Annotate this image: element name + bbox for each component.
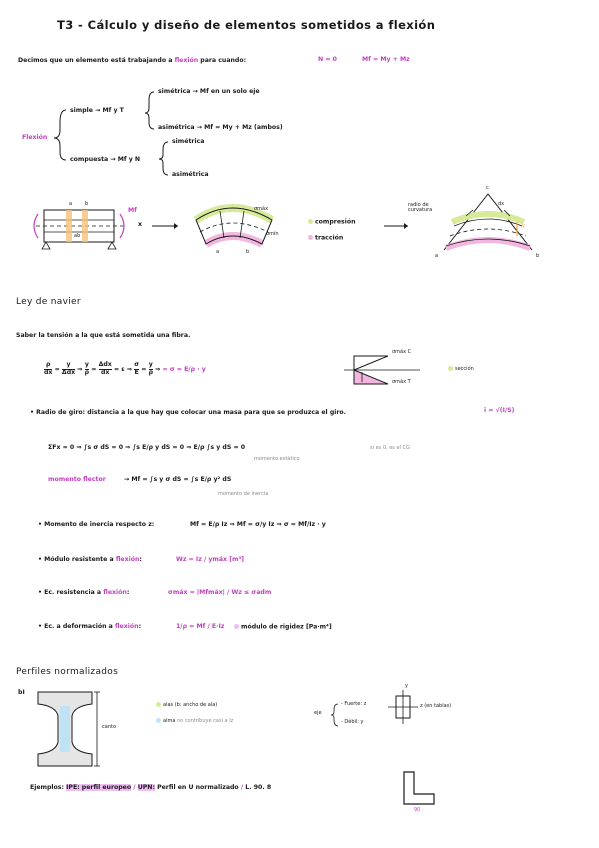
compound-asymmetric: asimétrica [172, 171, 209, 178]
resistance-eq: σmáx = |Mfmáx| / Wz ≤ σadm [168, 589, 272, 596]
bent-label-a: a [216, 249, 220, 255]
moment-label: momento flector [48, 476, 106, 483]
y-axis-label: y [405, 683, 408, 689]
beam-label-b: b [85, 201, 89, 207]
bent-label-b: b [246, 249, 250, 255]
beam-label-mf: Mf [128, 207, 137, 214]
page-title: T3 - Cálculo y diseño de elementos sometidos a flexión [57, 18, 436, 32]
radius-gyration: • Radio de giro: distancia a la que hay que colocar una masa para que se produzca el giro. [30, 409, 347, 416]
examples-line: Ejemplos: IPE: perfil europeo / UPN: Perfil en U normalizado / L. 90. 8 [30, 784, 272, 791]
deformation-line: • Ec. a deformación a flexión: [38, 623, 142, 630]
intro-highlight: flexión [174, 57, 199, 64]
navier-result: = σ = E/ρ · y [162, 366, 206, 373]
simple-symmetric: simétrica → Mf en un solo eje [158, 88, 260, 95]
beam-label-a: a [69, 201, 73, 207]
sigma-max-c: σmáx C [392, 349, 412, 355]
modulus-eq: Wz = Iz / ymáx [m³] [176, 556, 245, 563]
sigma-min-label: σmín [266, 231, 279, 237]
simple-branch: simple → Mf y T [70, 107, 124, 114]
navier-derivation: $\frac{\rho}{dx}$ = $\frac{y}{\text{Δdx}}$ ⇒ $\frac{y}{\rho}$ = $\frac{\text{Δdx}}{dx}$ = ε ⇒ $\frac{\sigma}{E}$ = $\frac{y}{\rho}$ ⇒ = σ = E/ρ · y [44, 361, 206, 376]
canto-label: canto [102, 724, 117, 730]
legend-compression: compresión [308, 219, 356, 226]
compound-symmetric: simétrica [172, 138, 205, 145]
intro-text: Decimos que un elemento está trabajando a [18, 57, 173, 64]
inertia-note: momento de inercia [218, 491, 269, 497]
beam-label-x: x [138, 221, 142, 228]
navier-line: Saber la tensión a la que está sometida una fibra. [16, 332, 191, 339]
inertia-line: • Momento de inercia respecto z: [38, 521, 155, 528]
dx-label: dx [498, 201, 505, 207]
compound-branch: compuesta → Mf y N [70, 156, 141, 163]
alas-label: alas (b: ancho de ala) [156, 702, 217, 708]
y-label: y [522, 223, 525, 229]
intro-text2: para cuando: [200, 57, 247, 64]
profiles-heading: Perfiles normalizados [16, 667, 119, 677]
simple-asymmetric: asimétrica → Mf = My + Mz (ambos) [158, 124, 283, 131]
condition-n: N = 0 [318, 56, 337, 63]
modulus-line: • Módulo resistente a flexión: [38, 556, 142, 563]
radius-label: radio de curvatura [408, 202, 433, 213]
z-axis-label: z (en tablas) [420, 703, 452, 709]
profile-b-label: bI [18, 689, 25, 696]
l-dimension: 90 [414, 807, 421, 813]
section-legend: sección [448, 366, 474, 372]
rigidity-note: módulo de rigidez [Pa·m⁴] [234, 624, 332, 631]
arc-label-b: b [536, 253, 540, 259]
resistance-line: • Ec. resistencia a flexión: [38, 589, 130, 596]
inertia-eq: Mf = E/ρ Iz ⇒ Mf = σ/y Iz ⇒ σ = Mf/Iz · y [190, 521, 326, 528]
moment-eq: → Mf = ∫s y σ dS = ∫s E/ρ y² dS [124, 476, 232, 483]
sigma-max-t: σmáx T [392, 379, 411, 385]
radius-formula: i = √(I/S) [484, 407, 515, 414]
navier-heading: Ley de navier [16, 297, 81, 307]
static-moment-note: momento estático [254, 456, 300, 462]
sigma-max-label: σmáx [254, 206, 269, 212]
condition-mf: Mf = My + Mz [362, 56, 410, 63]
legend-traction: tracción [308, 235, 343, 242]
cg-note: si es 0, es el CG [370, 445, 410, 451]
deformation-eq: 1/ρ = Mf / E·Iz [176, 623, 225, 630]
alma-label: alma no contribuye casi a Iz [156, 718, 233, 724]
axis-fuerte: - Fuerte: z [341, 701, 367, 707]
eje-label: eje [314, 710, 322, 716]
axis-debil: - Débil: y [341, 719, 364, 725]
arc-label-a: a [435, 253, 439, 259]
beam-label-ab: ab [74, 233, 81, 239]
sum-fx-eq: ΣFx = 0 ⇒ ∫s σ dS = 0 ⇒ ∫s E/ρ y dS = 0 ⇒ E/ρ ∫s y dS = 0 [48, 444, 246, 451]
c-label: c [486, 185, 489, 191]
flexion-root: Flexión [22, 134, 48, 141]
